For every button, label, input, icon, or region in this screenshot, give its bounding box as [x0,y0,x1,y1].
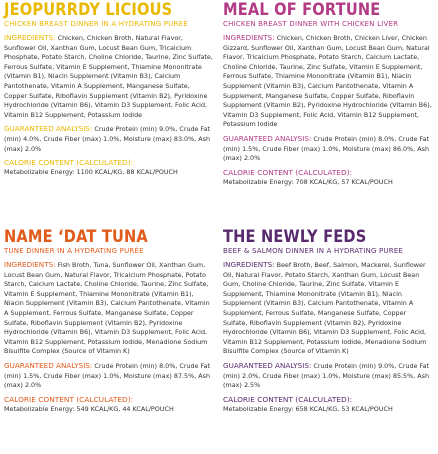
product-subtitle: BEEF & SALMON DINNER IN A HYDRATING PUREE [223,247,404,255]
calorie-block [4,158,213,178]
product-card-meal-of-fortune [219,0,438,227]
analysis-block [4,124,213,154]
analysis-label: GUARANTEED ANALYSIS: [4,124,93,134]
analysis-block [223,361,432,391]
analysis-label: GUARANTEED ANALYSIS: [223,133,312,143]
calorie-label: CALORIE CONTENT (CALCULATED): [4,158,134,168]
ingredients-label: INGREDIENTS: [223,260,275,269]
analysis-block [223,134,432,164]
analysis-text: Crude Protein (min) 8.0%, Crude Fat (min) 1.5%, Crude Fiber (max) 1.0%, Moisture (max) 86.0%, Ash (max) 2.0% [223,134,430,163]
calorie-label: CALORIE CONTENT (CALCULATED): [223,167,353,177]
product-card-jeopurrdy-licious [0,0,219,227]
ingredients-block [4,33,213,120]
product-title: THE NEWLY FEDS [223,227,367,247]
product-card-the-newly-feds [219,227,438,454]
analysis-block [4,361,213,391]
analysis-text: Crude Protein (min) 8.0%, Crude Fat (min) 1.5%, Crude Fiber (max) 1.0%, Moisture (max) 87.5%, Ash (max) 2.0% [4,361,211,390]
ingredients-text: Fish Broth, Tuna, Sunflower Oil, Xanthan Gum, Locust Bean Gum, Natural Flavor, Tricalcium Phosphate, Potato Starch, Calcium Lactate, Choline Chloride, Taurine, Zinc Sulfate, Vitamin E Supplement, Thiamine Mononitrate (Vitamin B1), Niacin Supplement (Vitamin B3), Calcium Pantothenate, Vitamin A Supplement, Ferrous Sulfate, Manganese Sulfate, Copper Sulfate, Riboflavin Supplement (Vitamin B2), Pyridoxine Hydrochloride (Vitamin B6), Vitamin D3 Supplement, Folic Acid, Vitamin B12 Supplement, Potassium Iodide, Menadione Sodium Bisulfite Complex (Source of Vitamin K) [4,261,210,356]
ingredients-label: INGREDIENTS: [223,33,275,42]
calorie-text: Metabolizable Energy: 708 KCAL/KG, 57 KCAL/POUCH [223,177,393,186]
analysis-label: GUARANTEED ANALYSIS: [223,360,312,370]
analysis-text: Crude Protein (min) 9.0%, Crude Fat (min) 2.0%, Crude Fiber (max) 1.0%, Moisture (max) 85.5%, Ash (max) 2.5% [223,361,430,390]
calorie-text: Metabolizable Energy: 658 KCAL/KG, 53 KCAL/POUCH [223,404,393,413]
analysis-text: Crude Protein (min) 9.0%, Crude Fat (min) 4.0%, Crude Fiber (max) 1.0%, Moisture (max) 83.0%, Ash (max) 2.0% [4,125,211,153]
calorie-text: Metabolizable Energy: 1100 KCAL/KG, 88 KCAL/POUCH [4,168,178,177]
analysis-label: GUARANTEED ANALYSIS: [4,360,93,370]
calorie-block [223,395,432,415]
product-title: MEAL OF FORTUNE [223,0,381,20]
ingredients-text: Chicken, Chicken Broth, Chicken Liver, Chicken Gizzard, Sunflower Oil, Xanthan Gum, Locust Bean Gum, Natural Flavor, Tricalcium Phosphate, Potato Starch, Calcium Lactate, Choline Chloride, Taurine, Zinc Sulfate, Vitamin E Supplement, Ferrous Sulfate, Thiamine Mononitrate (Vitamin B1), Niacin Supplement (Vitamin B3), Calcium Pantothenate, Vitamin A Supplement, Manganese Sulfate, Copper Sulfate, Riboflavin Supplement (Vitamin B2), Pyridoxine Hydrochloride (Vitamin B6), Vitamin D3 Supplement, Folic Acid, Vitamin B12 Supplement, Potassium Iodide [223,34,432,129]
product-subtitle: CHICKEN BREAST DINNER IN A HYDRATING PUREE [4,20,188,28]
ingredients-block [223,33,432,130]
calorie-block [223,168,432,188]
ingredients-text: Beef Broth, Beef, Salmon, Mackerel, Sunflower Oil, Natural Flavor, Potato Starch, Xanthan Gum, Locust Bean Gum, Choline Chloride, Taurine, Zinc Sulfate, Vitamin E Supplement, Thiamine Mononitrate (Vitamin B1), Niacin Supplement (Vitamin B3), Calcium Pantothenate, Vitamin A Supplement, Ferrous Sulfate, Manganese Sulfate, Copper Sulfate, Riboflavin Supplement (Vitamin B2), Pyridoxine Hydrochloride (Vitamin B6), Vitamin D3 Supplement, Folic Acid, Vitamin B12 Supplement, Potassium Iodide, Menadione Sodium Bisulfite Complex (Source of Vitamin K) [223,261,427,356]
ingredients-label: INGREDIENTS: [4,33,56,42]
calorie-text: Metabolizable Energy: 549 KCAL/KG, 44 KCAL/POUCH [4,404,174,413]
product-subtitle: CHICKEN BREAST DINNER WITH CHICKEN LIVER [223,20,399,28]
ingredients-block [223,260,432,357]
ingredients-label: INGREDIENTS: [4,260,56,269]
calorie-block [4,395,213,415]
calorie-label: CALORIE CONTENT (CALCULATED): [4,394,134,404]
ingredients-block [4,260,213,357]
ingredients-text: Chicken, Chicken Broth, Natural Flavor, Sunflower Oil, Xanthan Gum, Locust Bean Gum, Tricalcium Phosphate, Potato Starch, Choline Chloride, Taurine, Zinc Sulfate, Ferrous Sulfate, Vitamin E Supplement, Thiamine Mononitrate (Vitamin B1), Niacin Supplement (Vitamin B3), Calcium Pantothenate, Vitamin A Supplement, Manganese Sulfate, Copper Sulfate, Riboflavin Supplement (Vitamin B2), Pyridoxine Hydrochloride (Vitamin B6), Vitamin D3 Supplement, Folic Acid, Vitamin B12 Supplement, Potassium Iodide [4,34,213,119]
product-title: NAME ‘DAT TUNA [4,227,148,247]
product-card-name-dat-tuna [0,227,219,454]
product-subtitle: TUNE DINNER IN A HYDRATING PURÉE [4,247,144,255]
calorie-label: CALORIE CONTENT (CALCULATED): [223,394,353,404]
product-title: JEOPURRDY LICIOUS [4,0,173,20]
